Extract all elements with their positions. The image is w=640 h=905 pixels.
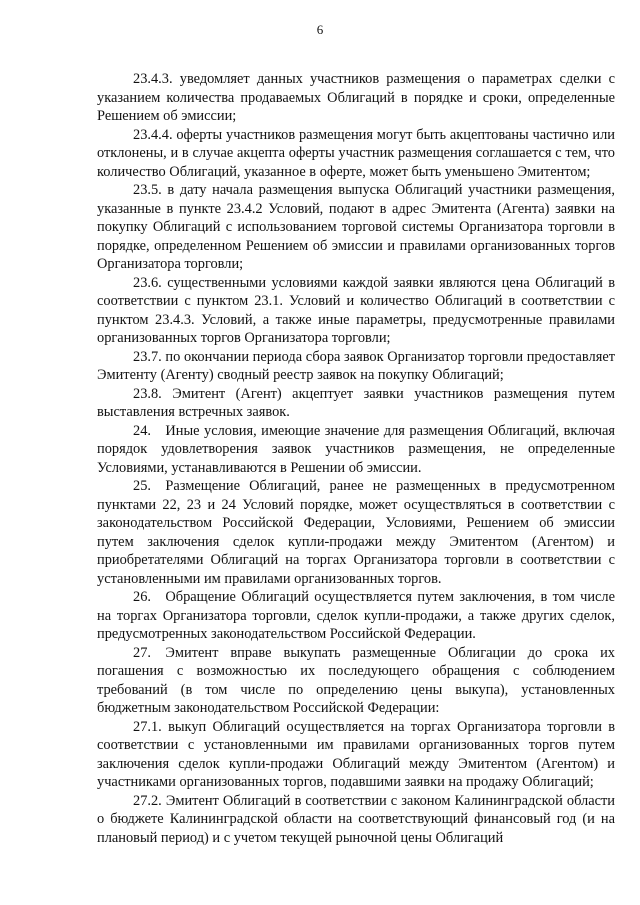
paragraph-23-8: 23.8. Эмитент (Агент) акцептует заявки участников размещения путем выставления встречных заявок. (97, 385, 615, 420)
paragraph-23-4-4: 23.4.4. оферты участников размещения могут быть акцептованы частично или отклонены, и в случае акцепта оферты участник размещения соглашается с тем, что количество Облигаций, указанное в оферте, может быть уменьшено Эмитентом; (97, 126, 615, 180)
paragraph-23-4-3: 23.4.3. уведомляет данных участников размещения о параметрах сделки с указанием количества продаваемых Облигаций в порядке и сроки, определенные Решением об эмиссии; (97, 71, 615, 124)
paragraph-23-7: 23.7. по окончании периода сбора заявок Организатор торговли предоставляет Эмитенту (Агенту) сводный реестр заявок на покупку Облигаций; (97, 348, 615, 383)
paragraph-27: 27. Эмитент вправе выкупать размещенные Облигации до срока их погашения с возможностью их последующего обращения с соблюдением требований (в том числе по определению цены выкупа), установленных бюджетным законодательством Российской Федерации: (97, 644, 615, 716)
page-number: 6 (316, 22, 324, 37)
document-body (97, 70, 615, 847)
paragraph-23-5: 23.5. в дату начала размещения выпуска Облигаций участники размещения, указанные в пункте 23.4.2 Условий, подают в адрес Эмитента (Агента) заявки на покупку Облигаций с использованием торговой системы Организатора торговли в порядке, определенном Решением об эмиссии и правилами организованных торгов Организатора торговли; (97, 182, 615, 272)
paragraph-23-6: 23.6. существенными условиями каждой заявки являются цена Облигаций в соответствии с пунктом 23.1. Условий и количество Облигаций в соответствии с пунктом 23.4.3. Условий, а также иные параметры, предусмотренные правилами организованных торгов Организатора торговли; (97, 274, 615, 346)
paragraph-27-1: 27.1. выкуп Облигаций осуществляется на торгах Организатора торговли в соответствии с установленными им правилами организованных торгов путем заключения сделок купли-продажи Облигаций между Эмитентом (Агентом) и участниками организованных торгов, подавшими заявки на продажу Облигаций; (97, 718, 615, 790)
paragraph-26: 26. Обращение Облигаций осуществляется путем заключения, в том числе на торгах Организатора торговли, сделок купли-продажи, а также других сделок, предусмотренных законодательством Российской Федерации. (97, 589, 615, 642)
paragraph-24: 24. Иные условия, имеющие значение для размещения Облигаций, включая порядок удовлетворения заявок участников размещения, не определенные Условиями, устанавливаются в Решении об эмиссии. (97, 422, 615, 476)
paragraph-25: 25. Размещение Облигаций, ранее не размещенных в предусмотренном пунктами 22, 23 и 24 Условий порядке, может осуществляться в соответствии с законодательством Российской Федерации, Условиями, Решением об эмиссии путем заключения сделок купли-продажи между Эмитентом (Агентом) и приобретателями Облигаций на торгах Организатора торговли в соответствии с установленными им правилами организованных торгов. (97, 478, 615, 587)
paragraph-27-2: 27.2. Эмитент Облигаций в соответствии с законом Калининградской области о бюджете Калининградской области на соответствующий финансовый год (и на плановый период) и с учетом текущей рыночной цены Облигаций (97, 792, 615, 846)
